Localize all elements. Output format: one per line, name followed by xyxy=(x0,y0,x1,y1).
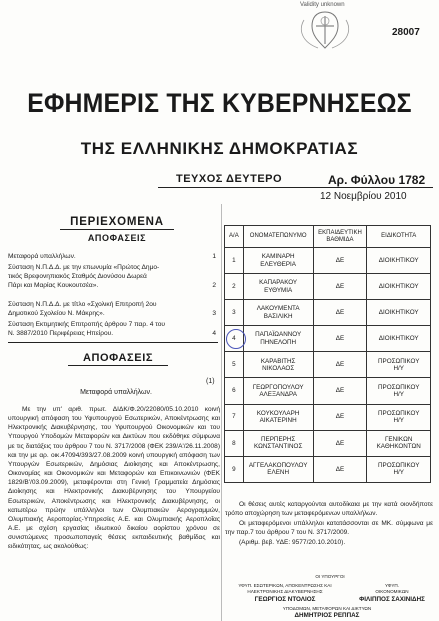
cell-name: ΚΑΠΑΡΑΚΟΥ ΕΥΘΥΜΙΑ xyxy=(243,274,313,300)
contents-item-line: Σύσταση Ν.Π.Δ.Δ. με τίτλο «Σχολική Επιτροπή 2ου xyxy=(8,301,157,308)
cell-name: ΓΕΩΡΓΟΠΟΥΛΟΥ ΑΛΕΞΑΝΔΡΑ xyxy=(243,378,313,404)
sheet-number: Αρ. Φύλλου 1782 xyxy=(328,173,426,187)
signature-right-role xyxy=(350,583,434,594)
cell-specialty: ΠΡΟΣΩΠΙΚΟΥ Η/Υ xyxy=(367,404,431,430)
contents-section: ΑΠΟΦΑΣΕΙΣ xyxy=(87,233,147,243)
signature-left-role xyxy=(226,583,344,594)
contents-underline xyxy=(60,229,174,230)
cell-specialty: ΠΡΟΣΩΠΙΚΟΥ Η/Υ xyxy=(367,352,431,378)
cell-grade: ΔΕ xyxy=(313,404,367,430)
closing-reference: (Αριθμ. βεβ. ΥΔΕ: 9577/20.10.2010). xyxy=(239,538,346,546)
issue-date: 12 Νοεμβρίου 2010 xyxy=(320,191,407,202)
cell-specialty: ΠΡΟΣΩΠΙΚΟΥ Η/Υ xyxy=(367,378,431,404)
contents-item xyxy=(8,263,216,291)
closing-paragraph: Οι θέσεις αυτές καταργούνται αυτοδίκαια με την κατά οιονδήποτε τρόπο αποχώρηση των μεταφερόμενων υπαλλήλων. xyxy=(225,501,433,518)
contents-item-line: Πάρι και Μαρίας Κουκουτσέα». xyxy=(8,282,99,290)
table-row xyxy=(225,352,431,378)
decisions-title: ΑΠΟΦΑΣΕΙΣ xyxy=(68,352,168,366)
validity-stamp: Validity unknown xyxy=(300,2,345,8)
table-row xyxy=(225,326,431,352)
contents-bottom-rule xyxy=(8,342,218,343)
cell-specialty: ΔΙΟΙΚΗΤΙΚΟΥ xyxy=(367,326,431,352)
signature-left-role-line: ΥΦΥΠ. ΕΣΩΤΕΡΙΚΩΝ, ΑΠΟΚΕΝΤΡΩΣΗΣ ΚΑΙ xyxy=(238,583,332,588)
contents-item-line: Σύσταση Ν.Π.Δ.Δ. με την επωνυμία «Πρώτος Δημο- xyxy=(8,264,160,271)
coat-of-arms-icon xyxy=(290,8,360,52)
cell-specialty: ΠΡΟΣΩΠΙΚΟΥ Η/Υ xyxy=(367,456,431,482)
contents-item-line: Ν. 3887/2010 Περιφέρειας Ηπείρου. xyxy=(8,330,114,338)
page-number: 28007 xyxy=(392,27,420,38)
cell-name: ΚΟΥΚΟΥΛΑΡΗ ΑΙΚΑΤΕΡΙΝΗ xyxy=(243,404,313,430)
closing-paragraph: Οι μεταφερόμενοι υπάλληλοι κατατάσσονται σε ΜΚ. σύμφωνα με την παρ.7 του άρθρου 7 του Ν. 3717/2009. xyxy=(225,520,433,537)
cell-grade: ΔΕ xyxy=(313,378,367,404)
staff-table xyxy=(224,225,431,483)
header-divider xyxy=(158,187,433,188)
masthead-title: ΕΦΗΜΕΡΙΣ ΤΗΣ ΚΥΒΕΡΝΗΣΕΩΣ xyxy=(27,88,412,118)
table-row xyxy=(225,404,431,430)
table-row xyxy=(225,274,431,300)
cell-name: ΚΑΜΙΝΑΡΗ ΕΛΕΥΘΕΡΙΑ xyxy=(243,248,313,274)
cell-grade: ΔΕ xyxy=(313,274,367,300)
cell-grade: ΔΕ xyxy=(313,352,367,378)
cell-grade: ΔΕ xyxy=(313,326,367,352)
masthead-subtitle: ΤΗΣ ΕΛΛΗΝΙΚΗΣ ΔΗΜΟΚΡΑΤΙΑΣ xyxy=(80,139,359,158)
signature-left-role-line: ΗΛΕΚΤΡΟΝΙΚΗΣ ΔΙΑΚΥΒΕΡΝΗΣΗΣ xyxy=(247,588,323,594)
issue-type: ΤΕΥΧΟΣ ΔΕΥΤΕΡΟ xyxy=(176,173,283,185)
cell-aa: 2 xyxy=(225,274,244,300)
header-specialty: ΕΙΔΙΚΟΤΗΤΑ xyxy=(367,226,431,248)
signatures-heading: ΟΙ ΥΠΟΥΡΓΟΙ xyxy=(315,574,345,579)
header-grade: ΕΚΠΑΙΔΕΥΤΙΚΗ ΒΑΘΜΙΔΑ xyxy=(313,226,367,248)
cell-grade: ΔΕ xyxy=(313,456,367,482)
cell-specialty: ΔΙΟΙΚΗΤΙΚΟΥ xyxy=(367,300,431,326)
cell-name: ΠΕΡΠΕΡΗΣ ΚΩΝΣΤΑΝΤΙΝΟΣ xyxy=(243,430,313,456)
handwritten-circle-mark xyxy=(226,329,246,349)
signature-right-role-line: ΥΦΥΠ. xyxy=(385,583,399,588)
cell-name: ΑΓΓΕΛΑΚΟΠΟΥΛΟΥ ΕΛΕΝΗ xyxy=(243,456,313,482)
cell-aa: 8 xyxy=(225,430,244,456)
signature-left-name: ΓΕΩΡΓΙΟΣ ΝΤΟΛΙΟΣ xyxy=(254,596,316,603)
cell-aa: 6 xyxy=(225,378,244,404)
contents-item xyxy=(8,300,216,318)
cell-grade: ΔΕ xyxy=(313,248,367,274)
cell-name: ΛΑΚΟΥΜΕΝΤΑ ΒΑΣΙΛΙΚΗ xyxy=(243,300,313,326)
column-divider xyxy=(221,204,222,621)
cell-name: ΚΑΡΑΒΙΤΗΣ ΝΙΚΟΛΑΟΣ xyxy=(243,352,313,378)
signature-right-name: ΦΙΛΙΠΠΟΣ ΣΑΧΙΝΙΔΗΣ xyxy=(359,596,425,603)
table-row xyxy=(225,378,431,404)
closing-text xyxy=(225,500,433,547)
contents-item xyxy=(8,252,216,261)
cell-aa: 4 xyxy=(225,326,244,352)
table-header-row xyxy=(225,226,431,248)
cell-aa: 9 xyxy=(225,456,244,482)
contents-item-line: Σύσταση Εκτιμητικής Επιτροπής άρθρου 7 παρ. 4 του xyxy=(8,321,166,328)
table-row xyxy=(225,248,431,274)
decision-heading: Μεταφορά υπαλλήλων. xyxy=(80,389,152,396)
contents-title: ΠΕΡΙΕΧΟΜΕΝΑ xyxy=(70,216,164,228)
table-row xyxy=(225,300,431,326)
cell-grade: ΔΕ xyxy=(313,430,367,456)
contents-item-page: 2 xyxy=(212,282,216,290)
contents-item xyxy=(8,320,216,338)
contents-item-page: 1 xyxy=(212,253,216,260)
cell-grade: ΔΕ xyxy=(313,300,367,326)
cell-name: ΠΑΠΑΪΩΑΝΝΟΥ ΠΗΝΕΛΟΠΗ xyxy=(243,326,313,352)
contents-item-page: 4 xyxy=(212,330,216,338)
signature-bottom-name: ΔΗΜΗΤΡΙΟΣ ΡΕΠΠΑΣ xyxy=(294,612,360,619)
table-row xyxy=(225,456,431,482)
header-name: ΟΝΟΜΑΤΕΠΩΝΥΜΟ xyxy=(243,226,313,248)
contents-item-line: Μεταφορά υπαλλήλων. xyxy=(8,253,76,260)
header-aa: Α/Α xyxy=(225,226,244,248)
cell-aa: 1 xyxy=(225,248,244,274)
cell-specialty: ΓΕΝΙΚΩΝ ΚΑΘΗΚΟΝΤΩΝ xyxy=(367,430,431,456)
table-row xyxy=(225,430,431,456)
cell-aa: 7 xyxy=(225,404,244,430)
signature-right-role-line: ΟΙΚΟΝΟΜΙΚΩΝ xyxy=(375,588,409,594)
contents-item-page: 3 xyxy=(212,310,216,318)
cell-specialty: ΔΙΟΙΚΗΤΙΚΟΥ xyxy=(367,248,431,274)
decision-body: Με την υπ' αριθ. πρωτ. ΔΙΔΚ/Φ.20/22080/05.10.2010 κοινή υπουργική απόφαση του Υφυπουργού Εσωτερικών, Αποκέντρωσης και Ηλεκτρονικής Διακυβέρνησης, του Υφυπουργού Οικονομικών και του Υπουργού Υποδομών Μεταφορών και Δικτύων που εκδόθηκε σύμφωνα με τις διατάξεις του άρθρου 7 του Ν. 3717/2008 (ΦΕΚ 239/Α'/26.11.2008) και την με αρ. οικ.47094/393/27.08.2009 κοινή υπουργική απόφαση των Υπουργών Εσωτερικών, Δημόσιας Διοίκησης και Αποκέντρωσης, Οικονομίας και Οικονομικών και Μεταφορών και Επικοινωνιών (ΦΕΚ 1829/Β'/03.09.2009), μεταφέρονται στη Γενική Γραμματεία Δημόσιας Διοίκησης και Ηλεκτρονικής Διακυβέρνησης του Υπουργείου Εσωτερικών, Αποκέντρωσης και Ηλεκτρονικής Διακυβέρνησης, οι κατωτέρω πρώην υπάλληλοι των Ολυμπιακών Αερογραμμών, Ολυμπιακής Αεροπορίας-Υπηρεσίες Α.Ε. και Ολυμπιακής Αεροπλοΐας Α.Ε. με σχέση εργασίας ιδιωτικού δικαίου αορίστου χρόνου σε συνιστώμενες προσωποπαγείς θέσεις εκπαιδευτικής βαθμίδας και ειδικότητας, ως ακολούθως: xyxy=(8,406,220,551)
cell-aa: 3 xyxy=(225,300,244,326)
cell-specialty: ΔΙΟΙΚΗΤΙΚΟΥ xyxy=(367,274,431,300)
contents-item-line: Δημοτικού Σχολείου Ν. Μάκρης». xyxy=(8,310,105,318)
decision-marker: (1) xyxy=(206,378,215,385)
cell-aa: 5 xyxy=(225,352,244,378)
signature-bottom-role: ΥΠΟΔΟΜΩΝ, ΜΕΤΑΦΟΡΩΝ ΚΑΙ ΔΙΚΤΥΩΝ xyxy=(282,606,372,611)
contents-item-line: τικός Βρεφονηπιακός Σταθμός Διονύσου Δωρεά xyxy=(8,273,147,281)
